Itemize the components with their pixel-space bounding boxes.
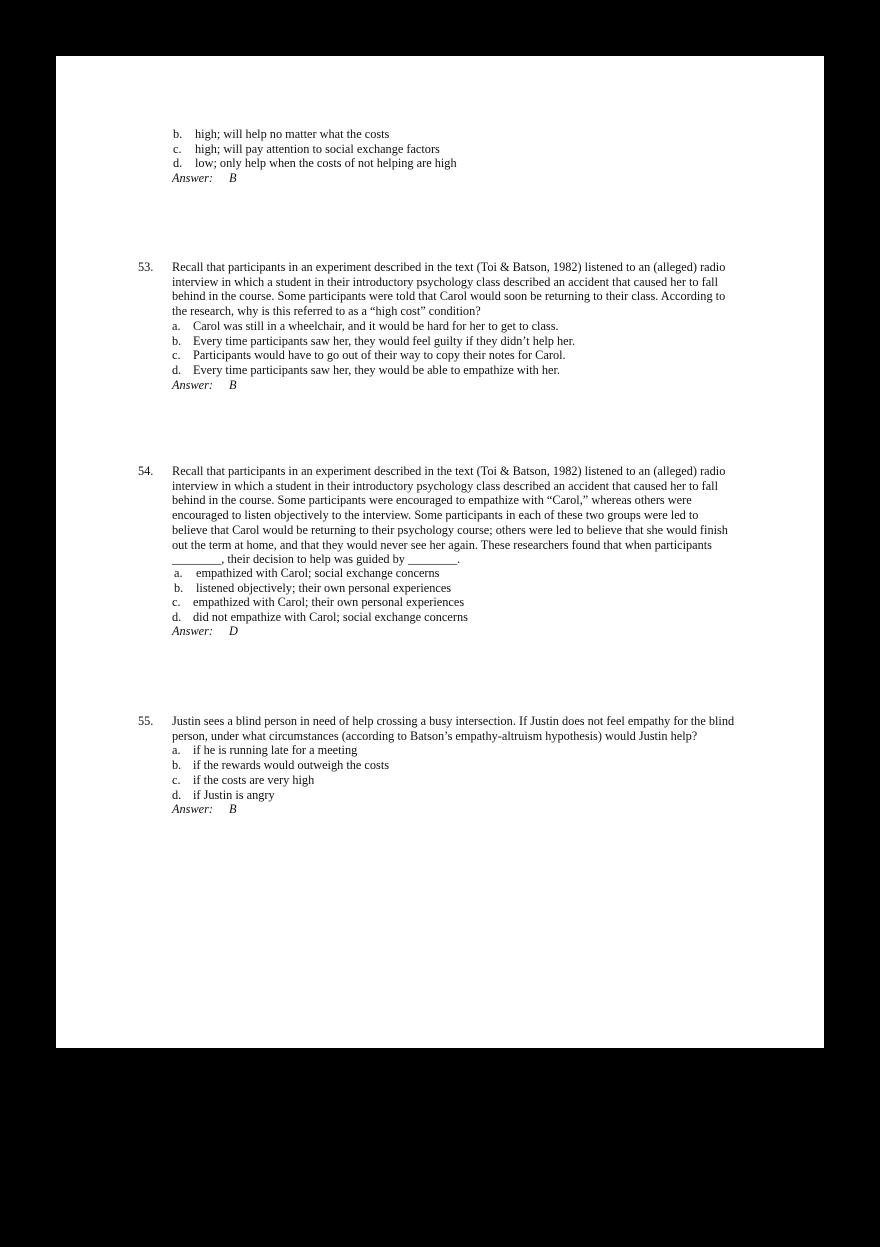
option-text: Carol was still in a wheelchair, and it would be hard for her to get to class. [193,318,559,333]
option-label: a. [172,743,181,758]
answer-label: Answer: [172,171,213,186]
option-label: a. [172,318,181,333]
question-stem-line: Justin sees a blind person in need of help crossing a busy intersection. If Justin does not feel empathy for the blind [172,714,735,728]
option-text: listened objectively; their own personal experiences [196,580,452,595]
option-label: c. [172,772,181,787]
option-text: high; will help no matter what the costs [195,127,390,141]
answer-label: Answer: [172,802,213,817]
option-label: b. [173,127,183,141]
question-stem-line: behind in the course. Some participants were told that Carol would soon be returning to their class. According to [172,289,726,304]
question-stem-line: behind in the course. Some participants were encouraged to empathize with “Carol,” whereas others were [172,493,692,508]
answer-value: B [229,802,237,817]
question-stem-line: Recall that participants in an experiment described in the text (Toi & Batson, 1982) listened to an (alleged) radio [172,464,726,478]
option-label: d. [172,609,182,624]
question-stem-line: interview in which a student in their introductory psychology class described an accident that caused her to fall [172,478,719,493]
option-text: if the rewards would outweigh the costs [193,758,390,773]
option-label: d. [172,362,182,377]
answer-value: D [229,624,238,639]
question-number: 55. [138,714,154,728]
option-label: c. [173,141,182,156]
answer-value: B [229,377,237,392]
answer-label: Answer: [172,624,213,639]
question-number: 54. [138,464,154,478]
option-label: d. [172,787,182,802]
answer-value: B [229,171,237,186]
option-text: if he is running late for a meeting [193,743,358,758]
option-text: Every time participants saw her, they would be able to empathize with her. [193,362,560,377]
option-label: b. [172,758,182,773]
option-label: b. [172,333,182,348]
question-stem-line: believe that Carol would be returning to their psychology course; others were led to believe that she would finish [172,522,728,537]
option-text: empathized with Carol; their own personal experiences [193,595,465,610]
answer-label: Answer: [172,377,213,392]
option-text: high; will pay attention to social exchange factors [195,141,440,156]
question-stem-line: Recall that participants in an experiment described in the text (Toi & Batson, 1982) listened to an (alleged) radio [172,260,726,274]
question-stem-line: ________, their decision to help was guided by ________. [172,552,461,567]
question-stem-line: encouraged to listen objectively to the interview. Some participants in each of these two groups were led to [172,508,699,523]
question-stem-line: the research, why is this referred to as a “high cost” condition? [172,304,481,319]
option-label: b. [174,580,184,595]
option-label: c. [172,348,181,363]
question-stem-line: out the term at home, and that they would never see her again. These researchers found that when participants [172,537,712,552]
option-text: Participants would have to go out of their way to copy their notes for Carol. [193,348,566,363]
option-text: low; only help when the costs of not helping are high [195,156,457,171]
option-text: empathized with Carol; social exchange concerns [196,566,440,581]
option-text: if Justin is angry [193,787,275,802]
option-text: Every time participants saw her, they would feel guilty if they didn’t help her. [193,333,576,348]
option-label: a. [174,566,183,581]
question-stem-line: person, under what circumstances (according to Batson’s empathy-altruism hypothesis) would Justin help? [172,728,698,743]
document-page [56,56,824,1048]
option-label: c. [172,595,181,610]
option-text: did not empathize with Carol; social exchange concerns [193,609,468,624]
option-label: d. [173,156,183,171]
question-number: 53. [138,260,154,274]
option-text: if the costs are very high [193,772,315,787]
question-stem-line: interview in which a student in their introductory psychology class described an accident that caused her to fall [172,274,719,289]
